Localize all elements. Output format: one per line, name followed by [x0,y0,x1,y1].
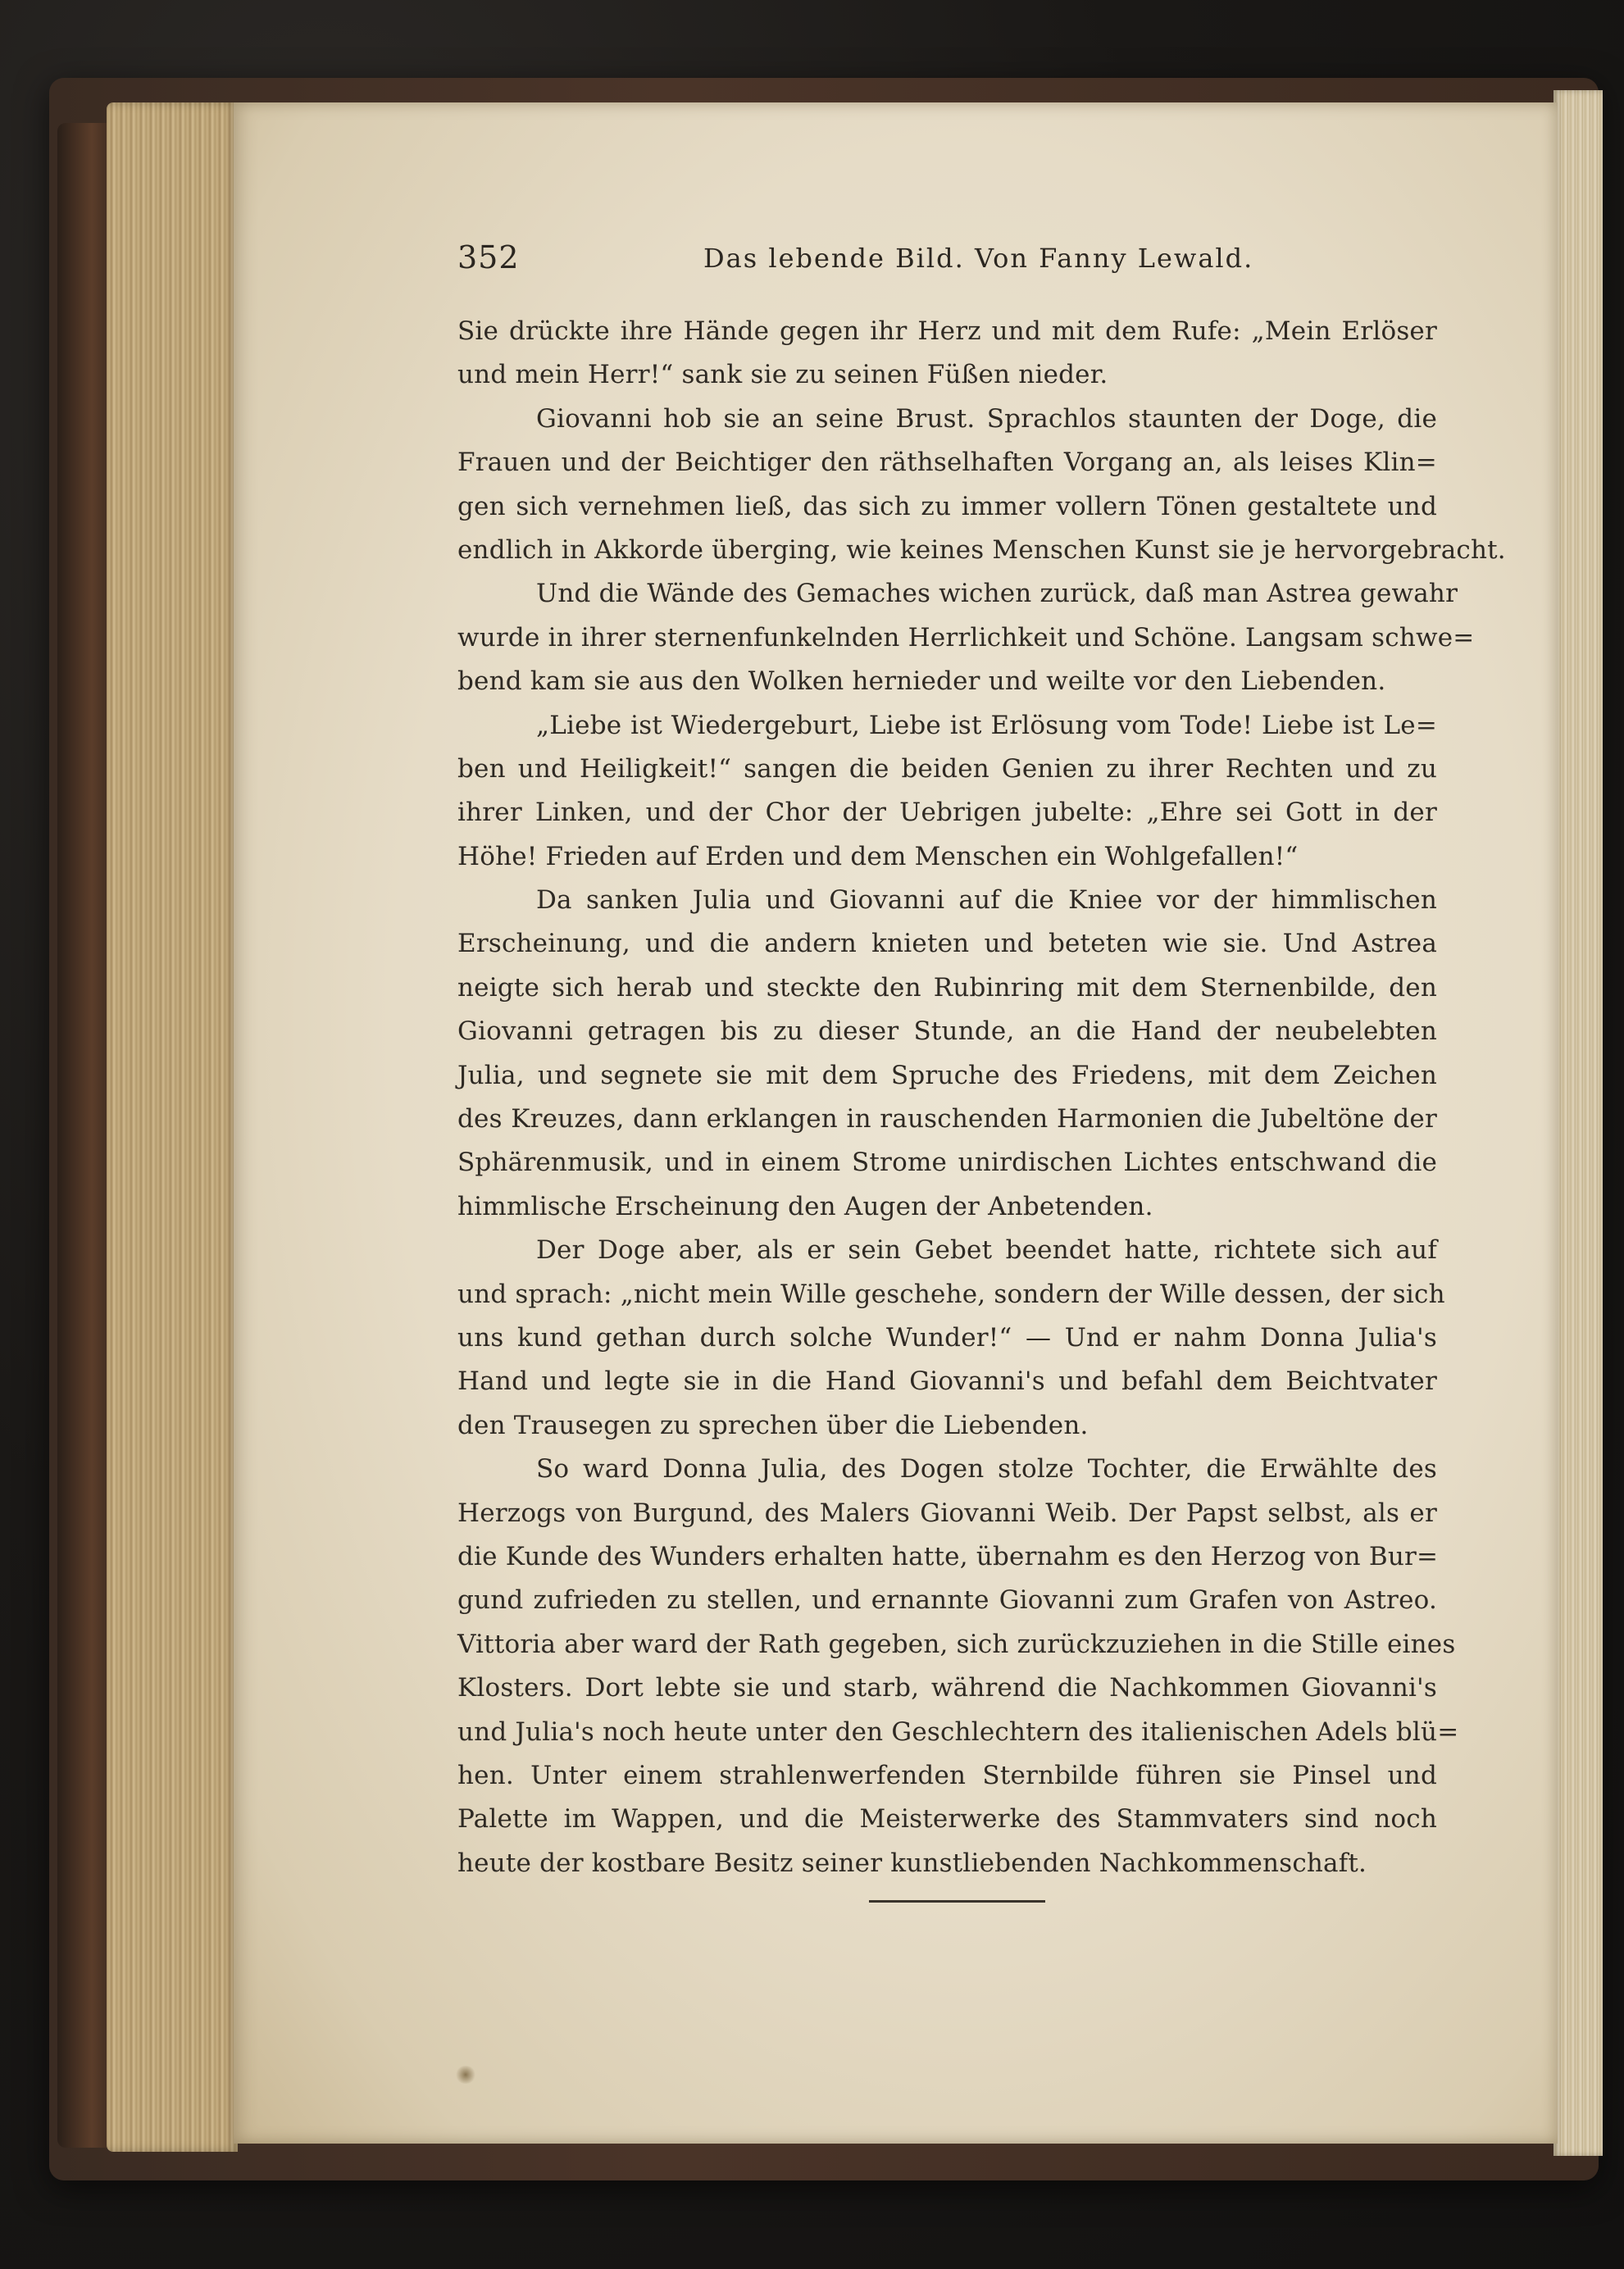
text-line: Vittoria aber ward der Rath gegeben, sich zurückzuziehen in die Stille eines [457,1629,1456,1659]
text-line: Giovanni getragen bis zu dieser Stunde, an die Hand der neubelebten [457,1016,1437,1047]
paragraph [457,310,1437,398]
text-line: ben und Heiligkeit!“ sangen die beiden Genien zu ihrer Rechten und zu [457,753,1437,784]
text-line: und sprach: „nicht mein Wille geschehe, sondern der Wille dessen, der sich [457,1279,1445,1309]
text-line: Da sanken Julia und Giovanni auf die Kniee vor der himmlischen [536,885,1437,916]
text-line: Klosters. Dort lebte sie und starb, während die Nachkommen Giovanni's [457,1673,1437,1703]
text-line: gen sich vernehmen ließ, das sich zu immer vollern Tönen gestaltete und [457,491,1437,521]
text-line: und mein Herr!“ sank sie zu seinen Füßen nieder. [457,360,1108,390]
body-text [457,310,1506,1885]
end-rule [869,1900,1045,1903]
text-line: gund zufrieden zu stellen, und ernannte Giovanni zum Grafen von Astreo. [457,1585,1437,1616]
text-line: Sphärenmusik, und in einem Strome unirdischen Lichtes entschwand die [457,1148,1437,1178]
facing-page-edge [1553,90,1603,2156]
text-line: heute der kostbare Besitz seiner kunstliebenden Nachkommenschaft. [457,1848,1367,1878]
text-line: Erscheinung, und die andern knieten und beteten wie sie. Und Astrea [457,929,1437,959]
text-line: des Kreuzes, dann erklangen in rauschenden Harmonien die Jubeltöne der [457,1104,1437,1134]
running-head: Das lebende Bild. Von Fanny Lewald. [703,243,1254,274]
text-line: Frauen und der Beichtiger den räthselhaften Vorgang an, als leises Klin= [457,448,1437,478]
text-line: die Kunde des Wunders erhalten hatte, übernahm es den Herzog von Bur= [457,1541,1439,1571]
text-line: Und die Wände des Gemaches wichen zurück, daß man Astrea gewahr [536,579,1458,609]
text-line: Giovanni hob sie an seine Brust. Sprachlos staunten der Doge, die [536,403,1437,434]
page-header [457,239,1254,282]
text-line: uns kund gethan durch solche Wunder!“ — Und er nahm Donna Julia's [457,1322,1437,1353]
text-line: wurde in ihrer sternenfunkelnden Herrlichkeit und Schöne. Langsam schwe= [457,622,1475,653]
text-line: himmlische Erscheinung den Augen der Anbetenden. [457,1191,1153,1221]
text-line: neigte sich herab und steckte den Rubinring mit dem Sternenbilde, den [457,972,1437,1003]
text-line: Der Doge aber, als er sein Gebet beendet hatte, richtete sich auf [536,1235,1437,1266]
text-line: So ward Donna Julia, des Dogen stolze Tochter, die Erwählte des [536,1454,1437,1485]
text-line: hen. Unter einem strahlenwerfenden Sternbilde führen sie Pinsel und [457,1760,1437,1790]
paragraph [457,1229,1445,1448]
text-line: „Liebe ist Wiedergeburt, Liebe ist Erlösung vom Tode! Liebe ist Le= [536,710,1437,740]
text-line: endlich in Akkorde überging, wie keines Menschen Kunst sie je hervorgebracht. [457,534,1506,565]
page-number: 352 [457,239,520,275]
paragraph [457,572,1475,703]
text-line: ihrer Linken, und der Chor der Uebrigen jubelte: „Ehre sei Gott in der [457,798,1437,828]
text-line: Julia, und segnete sie mit dem Spruche des Friedens, mit dem Zeichen [457,1060,1437,1090]
paragraph [457,704,1437,880]
page-stain [455,2066,476,2084]
text-line: Palette im Wappen, und die Meisterwerke des Stammvaters sind noch [457,1804,1437,1835]
text-line: Herzogs von Burgund, des Malers Giovanni Weib. Der Papst selbst, als er [457,1498,1437,1528]
text-line: Höhe! Frieden auf Erden und dem Menschen ein Wohlgefallen!“ [457,841,1299,871]
text-line: bend kam sie aus den Wolken hernieder und weilte vor den Liebenden. [457,666,1386,697]
paragraph [457,1448,1459,1885]
text-line: den Trausegen zu sprechen über die Liebenden. [457,1410,1089,1440]
paragraph [457,879,1437,1229]
text-line: und Julia's noch heute unter den Geschlechtern des italienischen Adels blü= [457,1717,1459,1747]
text-line: Hand und legte sie in die Hand Giovanni's und befahl dem Beichtvater [457,1366,1437,1397]
paragraph [457,398,1506,573]
text-line: Sie drückte ihre Hände gegen ihr Herz und mit dem Rufe: „Mein Erlöser [457,316,1437,346]
page-edges [107,102,238,2152]
